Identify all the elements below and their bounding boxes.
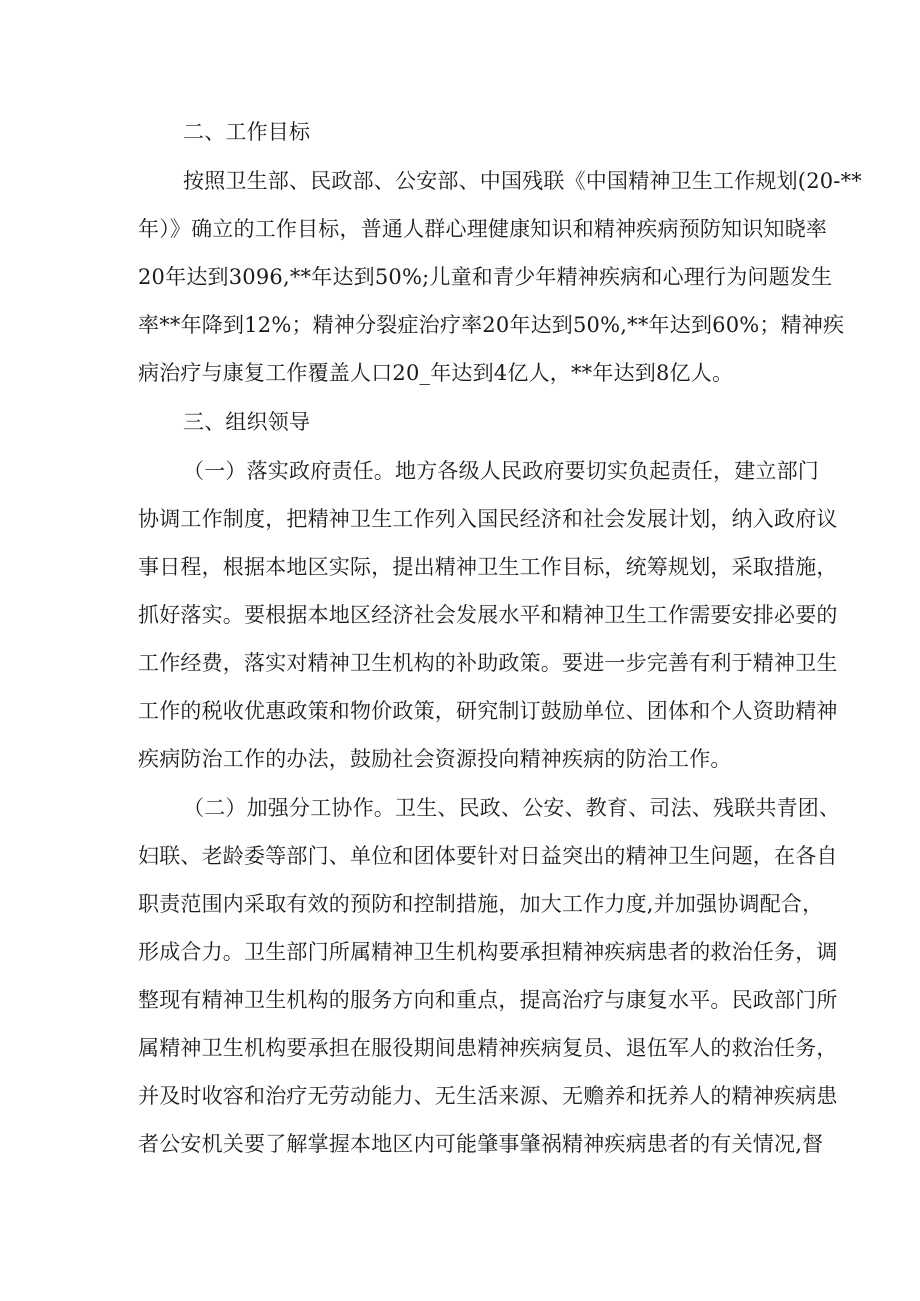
paragraph-line: 按照卫生部、民政部、公安部、中国残联《中国精神卫生工作规划(20-** <box>183 169 863 193</box>
paragraph-line: 者公安机关要了解掌握本地区内可能肇事肇祸精神疾病患者的有关情况,督 <box>138 1132 824 1156</box>
paragraph-line: 工作的税收优惠政策和物价政策，研究制订鼓励单位、团体和个人资助精神 <box>138 699 838 723</box>
paragraph-line: 率**年降到12%；精神分裂症治疗率20年达到50%,**年达到60%；精神疾 <box>138 313 845 337</box>
section-heading-leadership: 三、组织领导 <box>183 410 311 434</box>
paragraph-line: 事日程，根据本地区实际，提出精神卫生工作目标，统筹规划，采取措施， <box>138 555 838 579</box>
paragraph-line: 抓好落实。要根据本地区经济社会发展水平和精神卫生工作需要安排必要的 <box>138 603 838 627</box>
paragraph-line: 20年达到3096,**年达到50%;儿童和青少年精神疾病和心理行为问题发生 <box>138 265 833 289</box>
paragraph-line: 病治疗与康复工作覆盖人口20_年达到4亿人，**年达到8亿人。 <box>138 361 734 385</box>
paragraph-line: 并及时收容和治疗无劳动能力、无生活来源、无赡养和抚养人的精神疾病患 <box>138 1084 838 1108</box>
paragraph-line: 协调工作制度，把精神卫生工作列入国民经济和社会发展计划，纳入政府议 <box>138 507 838 531</box>
paragraph-line: 职责范围内采取有效的预防和控制措施，加大工作力度,并加强协调配合， <box>138 892 824 916</box>
paragraph-line: 属精神卫生机构要承担在服役期间患精神疾病复员、退伍军人的救治任务， <box>138 1036 838 1060</box>
paragraph-line: 疾病防治工作的办法，鼓励社会资源投向精神疾病的防治工作。 <box>138 747 732 771</box>
paragraph-line: （一）落实政府责任。地方各级人民政府要切实负起责任，建立部门 <box>183 459 819 483</box>
paragraph-line: 整现有精神卫生机构的服务方向和重点，提高治疗与康复水平。民政部门所 <box>138 988 838 1012</box>
paragraph-line: 形成合力。卫生部门所属精神卫生机构要承担精神疾病患者的救治任务，调 <box>138 940 838 964</box>
paragraph-line: 妇联、老龄委等部门、单位和团体要针对日益突出的精神卫生问题，在各自 <box>138 844 838 868</box>
paragraph-line: （二）加强分工协作。卫生、民政、公安、教育、司法、残联共青团、 <box>183 796 841 820</box>
paragraph-line: 年）》确立的工作目标，普通人群心理健康知识和精神疾病预防知识知晓率 <box>138 217 828 241</box>
section-heading-goals: 二、工作目标 <box>183 120 311 144</box>
paragraph-line: 工作经费，落实对精神卫生机构的补助政策。要进一步完善有利于精神卫生 <box>138 651 838 675</box>
